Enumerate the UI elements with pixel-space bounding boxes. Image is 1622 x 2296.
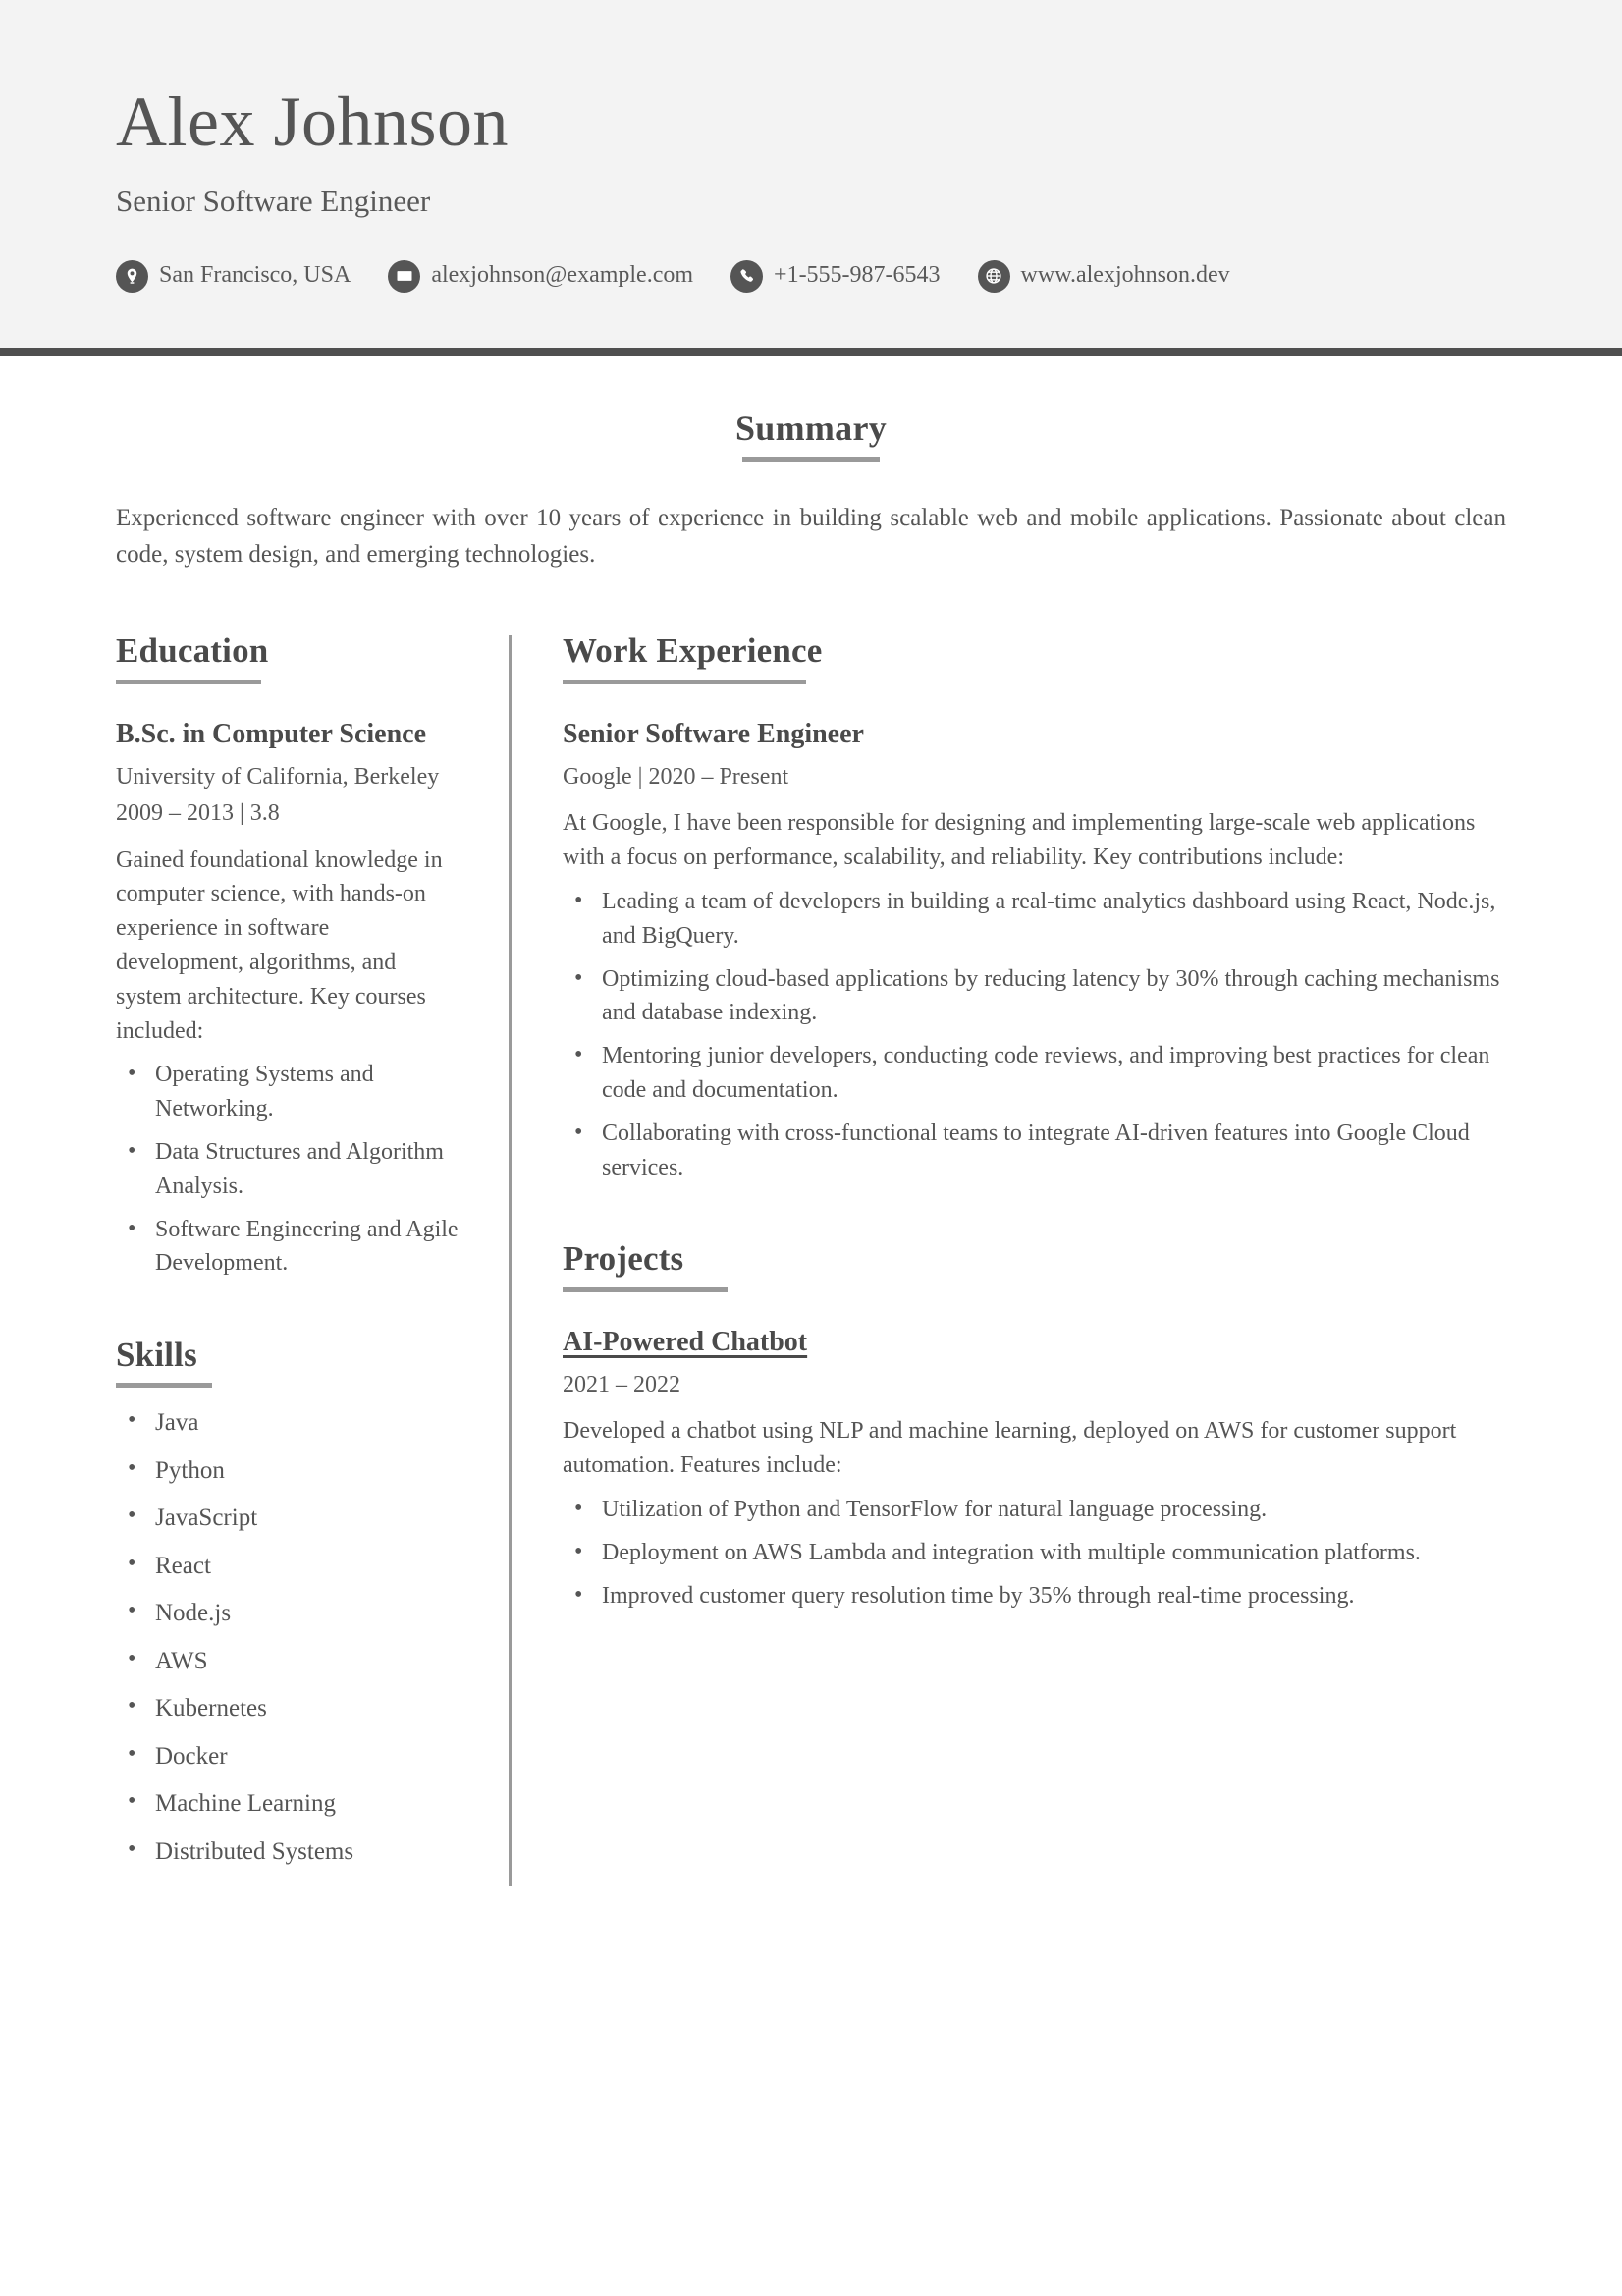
list-item: • Java <box>151 1409 460 1437</box>
skills-heading: Skills <box>116 1336 197 1375</box>
list-item: • React <box>151 1553 460 1580</box>
project-period: 2021 – 2022 <box>563 1372 680 1398</box>
envelope-icon <box>388 260 420 293</box>
list-item: • Kubernetes <box>151 1695 460 1722</box>
phone-icon <box>730 260 763 293</box>
work-company-period: Google | 2020 – Present <box>563 764 789 791</box>
education-degree: B.Sc. in Computer Science <box>116 718 427 749</box>
work-experience-entry <box>563 718 1506 1185</box>
list-item: • Python <box>151 1457 460 1485</box>
contact-location[interactable] <box>116 260 351 293</box>
list-item: • Software Engineering and Agile Development. <box>151 1213 460 1282</box>
education-description: Gained foundational knowledge in computer science, with hands-on experience in software development, algorithms, and system architecture. Key courses included: <box>116 847 443 1044</box>
education-section <box>116 631 460 1281</box>
summary-section <box>0 356 1622 574</box>
list-item: • Operating Systems and Networking. <box>151 1058 460 1126</box>
list-item: • JavaScript <box>151 1504 460 1532</box>
education-institution: University of California, Berkeley <box>116 764 440 791</box>
education-courses-list <box>116 1058 460 1281</box>
list-item: • AWS <box>151 1648 460 1675</box>
contact-row <box>116 260 1506 293</box>
contact-phone-text: +1-555-987-6543 <box>774 262 941 289</box>
summary-text: Experienced software engineer with over 10 years of experience in building scalable web and mobile applications. Passionate about clean code, system design, and emerging technologies. <box>116 504 1506 568</box>
globe-icon <box>978 260 1010 293</box>
skills-heading-underline <box>116 1383 212 1388</box>
list-item: • Optimizing cloud-based applications by reducing latency by 30% through caching mechanisms and database indexing. <box>598 962 1506 1031</box>
education-meta: 2009 – 2013 | 3.8 <box>116 800 280 827</box>
list-item: • Node.js <box>151 1600 460 1627</box>
project-description: Developed a chatbot using NLP and machine learning, deployed on AWS for customer support automation. Features include: <box>563 1418 1457 1479</box>
list-item: • Data Structures and Algorithm Analysis. <box>151 1135 460 1204</box>
list-item: • Distributed Systems <box>151 1838 460 1866</box>
project-bullets-list <box>563 1493 1506 1613</box>
education-entry <box>116 718 460 1282</box>
projects-heading-underline <box>563 1287 728 1292</box>
list-item: • Machine Learning <box>151 1790 460 1818</box>
location-pin-icon <box>116 260 148 293</box>
projects-heading: Projects <box>563 1239 684 1279</box>
work-bullets-list <box>563 885 1506 1184</box>
list-item: • Leading a team of developers in building a real-time analytics dashboard using React, Node.js, and BigQuery. <box>598 885 1506 954</box>
header-divider-rule <box>0 348 1622 356</box>
left-column <box>116 631 509 1886</box>
education-heading: Education <box>116 631 269 671</box>
work-experience-section <box>563 631 1506 1184</box>
work-experience-heading: Work Experience <box>563 631 823 671</box>
project-name[interactable]: AI-Powered Chatbot <box>563 1326 808 1357</box>
right-column <box>512 631 1506 1886</box>
list-item: • Collaborating with cross-functional teams to integrate AI-driven features into Google Cloud services. <box>598 1117 1506 1185</box>
summary-heading: Summary <box>734 408 888 448</box>
skills-list <box>116 1409 460 1865</box>
list-item: • Improved customer query resolution time by 35% through real-time processing. <box>598 1579 1506 1613</box>
list-item: • Deployment on AWS Lambda and integration with multiple communication platforms. <box>598 1536 1506 1570</box>
contact-email[interactable] <box>388 260 693 293</box>
contact-location-text: San Francisco, USA <box>159 262 351 289</box>
education-heading-underline <box>116 680 261 684</box>
skills-section <box>116 1336 460 1865</box>
contact-website[interactable] <box>978 260 1230 293</box>
list-item: • Utilization of Python and TensorFlow for natural language processing. <box>598 1493 1506 1527</box>
list-item: • Mentoring junior developers, conducting code reviews, and improving best practices for clean code and documentation. <box>598 1039 1506 1108</box>
contact-website-text: www.alexjohnson.dev <box>1020 262 1230 289</box>
summary-heading-underline <box>742 457 880 462</box>
list-item: • Docker <box>151 1743 460 1771</box>
contact-phone[interactable] <box>730 260 941 293</box>
contact-email-text: alexjohnson@example.com <box>431 262 694 289</box>
body-columns <box>0 573 1622 1944</box>
candidate-name: Alex Johnson <box>116 82 509 161</box>
candidate-job-title: Senior Software Engineer <box>116 183 431 218</box>
projects-section <box>563 1239 1506 1613</box>
work-role: Senior Software Engineer <box>563 718 864 749</box>
work-experience-heading-underline <box>563 680 806 684</box>
resume-header <box>0 0 1622 348</box>
project-entry <box>563 1326 1506 1613</box>
work-description: At Google, I have been responsible for designing and implementing large-scale web applications with a focus on performance, scalability, and reliability. Key contributions include: <box>563 810 1476 871</box>
